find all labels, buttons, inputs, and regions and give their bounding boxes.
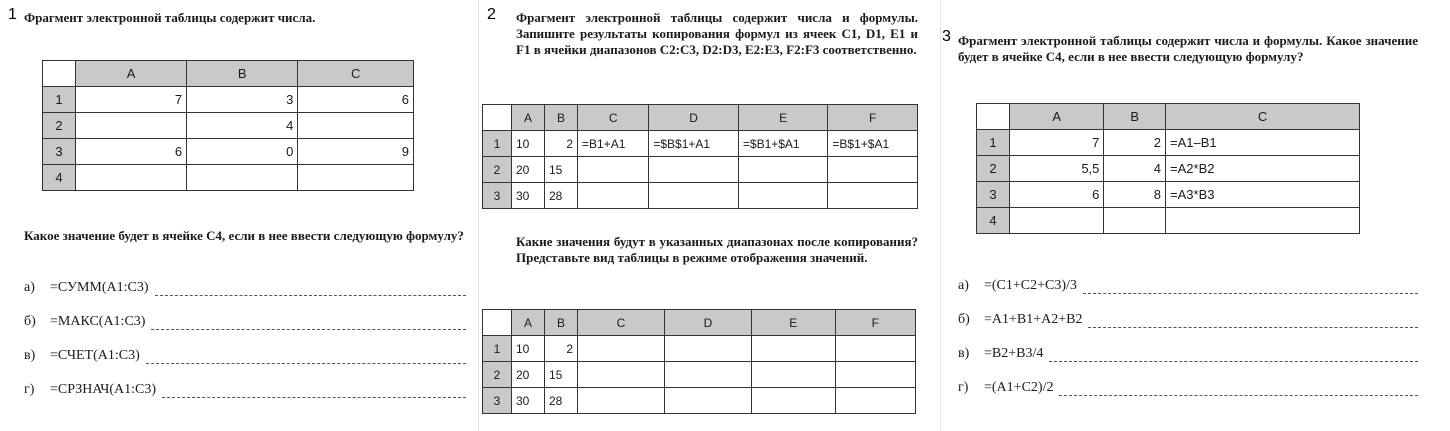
row-header: 1 [977, 130, 1010, 156]
task-intro: Фрагмент электронной таблицы содержит числа и формулы. Запишите результаты копирования формул из ячеек C1, D1, E1 и F1 в ячейки диапазонов C2:C3, D2:D3, E2:E3, F2:F3 соответственно. [516, 10, 918, 57]
spreadsheet-formulas-table [482, 104, 918, 209]
cell: 6 [298, 87, 414, 113]
cell: 15 [545, 157, 578, 183]
table-row [977, 130, 1360, 156]
cell: 3 [187, 87, 298, 113]
answer-cell[interactable] [578, 336, 665, 362]
option-a [24, 262, 466, 296]
cell [298, 113, 414, 139]
cell: =B$1+$A1 [828, 131, 918, 157]
cell: 20 [512, 362, 545, 388]
cell: 6 [1010, 182, 1104, 208]
column-header: C [578, 310, 665, 336]
cell: =$B1+$A1 [738, 131, 828, 157]
task-number: 2 [487, 6, 496, 23]
option-formula: =B2+B3/4 [984, 346, 1044, 361]
option-b [958, 294, 1418, 328]
header-row [977, 104, 1360, 130]
option-label: г) [958, 380, 969, 395]
column-header: B [545, 105, 578, 131]
cell [76, 113, 187, 139]
answer-options [24, 262, 466, 398]
column-header: A [1010, 104, 1104, 130]
table-row [483, 336, 916, 362]
cell: 7 [76, 87, 187, 113]
row-header: 4 [43, 165, 76, 191]
cell: 9 [298, 139, 414, 165]
table-row [43, 113, 414, 139]
column-header: D [664, 310, 751, 336]
cell: 28 [545, 388, 578, 414]
corner-cell [483, 310, 512, 336]
corner-cell [483, 105, 512, 131]
header-row [483, 310, 916, 336]
table-row [977, 182, 1360, 208]
cell: 7 [1010, 130, 1104, 156]
answer-cell[interactable] [751, 336, 835, 362]
option-formula: =СЧЕТ(А1:С3) [50, 348, 140, 363]
cell: 30 [512, 183, 545, 209]
cell: 28 [545, 183, 578, 209]
cell [1010, 208, 1104, 234]
column-header: E [751, 310, 835, 336]
table-row [483, 362, 916, 388]
cell: =$B$1+A1 [649, 131, 739, 157]
column-header: E [738, 105, 828, 131]
cell [828, 183, 918, 209]
option-label: в) [958, 346, 970, 361]
answer-line[interactable] [162, 383, 466, 398]
task-question: Какое значение будет в ячейке С4, если в нее ввести следующую формулу? [24, 228, 464, 243]
option-label: а) [958, 278, 969, 293]
task-3-panel [940, 0, 1440, 431]
row-header: 3 [43, 139, 76, 165]
option-c [958, 328, 1418, 362]
cell: =A2*B2 [1166, 156, 1360, 182]
row-header: 1 [43, 87, 76, 113]
option-c [24, 330, 466, 364]
table-row [483, 388, 916, 414]
cell [738, 183, 828, 209]
answer-options [958, 260, 1418, 396]
column-header: C [578, 105, 649, 131]
cell [828, 157, 918, 183]
option-a [958, 260, 1418, 294]
answer-line[interactable] [1088, 313, 1418, 328]
row-header: 1 [483, 131, 512, 157]
spreadsheet-table [42, 60, 414, 191]
row-header: 3 [483, 388, 512, 414]
column-header: B [187, 61, 298, 87]
cell [578, 157, 649, 183]
task-1-panel [0, 0, 480, 431]
column-header: B [545, 310, 578, 336]
column-header: F [828, 105, 918, 131]
cell: 6 [76, 139, 187, 165]
column-header: C [298, 61, 414, 87]
column-header: A [512, 105, 545, 131]
task-intro: Фрагмент электронной таблицы содержит числа. [24, 10, 316, 25]
cell: 4 [187, 113, 298, 139]
answer-cell[interactable] [835, 388, 915, 414]
cell [1166, 208, 1360, 234]
cell: 4 [1104, 156, 1166, 182]
option-label: а) [24, 280, 35, 295]
table-row [43, 139, 414, 165]
row-header: 3 [977, 182, 1010, 208]
option-formula: =(C1+C2+C3)/3 [984, 278, 1077, 293]
task-2-panel [480, 0, 940, 431]
option-formula: =МАКС(А1:С3) [50, 314, 146, 329]
cell: 8 [1104, 182, 1166, 208]
answer-line[interactable] [1059, 381, 1418, 396]
option-formula: =(A1+C2)/2 [984, 380, 1054, 395]
header-row [483, 105, 918, 131]
option-d [24, 364, 466, 398]
task-intro: Фрагмент электронной таблицы содержит числа и формулы. Какое значение будет в ячейке С4, если в нее ввести следующую формулу? [958, 33, 1418, 64]
column-header: C [1166, 104, 1360, 130]
answer-cell[interactable] [664, 362, 751, 388]
answer-line[interactable] [151, 315, 466, 330]
option-formula: =A1+B1+A2+B2 [984, 312, 1083, 327]
option-formula: =СУММ(А1:С3) [50, 280, 149, 295]
cell: 0 [187, 139, 298, 165]
cell [649, 183, 739, 209]
answer-cell[interactable] [835, 336, 915, 362]
table-row [977, 208, 1360, 234]
task-question: Какие значения будут в указанных диапазонах после копирования? Представьте вид таблицы в режиме отображения значений. [516, 234, 918, 265]
option-label: в) [24, 348, 36, 363]
spreadsheet-values-table [482, 309, 916, 414]
cell [649, 157, 739, 183]
cell: 2 [545, 131, 578, 157]
corner-cell [977, 104, 1010, 130]
answer-cell[interactable] [751, 362, 835, 388]
cell: 5,5 [1010, 156, 1104, 182]
answer-cell[interactable] [664, 336, 751, 362]
cell [738, 157, 828, 183]
answer-cell[interactable] [835, 362, 915, 388]
column-header: A [76, 61, 187, 87]
cell [298, 165, 414, 191]
row-header: 2 [977, 156, 1010, 182]
cell: 10 [512, 131, 545, 157]
row-header: 2 [43, 113, 76, 139]
table-row [43, 87, 414, 113]
cell [1104, 208, 1166, 234]
answer-line[interactable] [146, 349, 466, 364]
row-header: 2 [483, 157, 512, 183]
column-header: A [512, 310, 545, 336]
table-row [483, 131, 918, 157]
row-header: 3 [483, 183, 512, 209]
table-row [483, 157, 918, 183]
cell: =B1+A1 [578, 131, 649, 157]
panel-divider [478, 0, 479, 431]
option-label: б) [958, 312, 970, 327]
option-formula: =СРЗНАЧ(А1:С3) [50, 382, 157, 397]
option-d [958, 362, 1418, 396]
cell [76, 165, 187, 191]
row-header: 1 [483, 336, 512, 362]
corner-cell [43, 61, 76, 87]
cell: 30 [512, 388, 545, 414]
cell [187, 165, 298, 191]
cell: =A1–B1 [1166, 130, 1360, 156]
cell: 2 [545, 336, 578, 362]
header-row [43, 61, 414, 87]
table-row [483, 183, 918, 209]
cell: 2 [1104, 130, 1166, 156]
option-label: б) [24, 314, 36, 329]
option-label: г) [24, 382, 35, 397]
spreadsheet-table [976, 103, 1360, 234]
answer-line[interactable] [155, 281, 466, 296]
answer-cell[interactable] [664, 388, 751, 414]
task-number: 1 [8, 6, 17, 23]
task-number: 3 [942, 28, 951, 45]
column-header: D [649, 105, 739, 131]
answer-cell[interactable] [578, 388, 665, 414]
row-header: 4 [977, 208, 1010, 234]
cell: 20 [512, 157, 545, 183]
table-row [43, 165, 414, 191]
answer-line[interactable] [1083, 279, 1418, 294]
cell: 15 [545, 362, 578, 388]
answer-cell[interactable] [751, 388, 835, 414]
cell: =A3*B3 [1166, 182, 1360, 208]
cell: 10 [512, 336, 545, 362]
column-header: F [835, 310, 915, 336]
column-header: B [1104, 104, 1166, 130]
answer-line[interactable] [1049, 347, 1418, 362]
table-row [977, 156, 1360, 182]
cell [578, 183, 649, 209]
answer-cell[interactable] [578, 362, 665, 388]
option-b [24, 296, 466, 330]
row-header: 2 [483, 362, 512, 388]
